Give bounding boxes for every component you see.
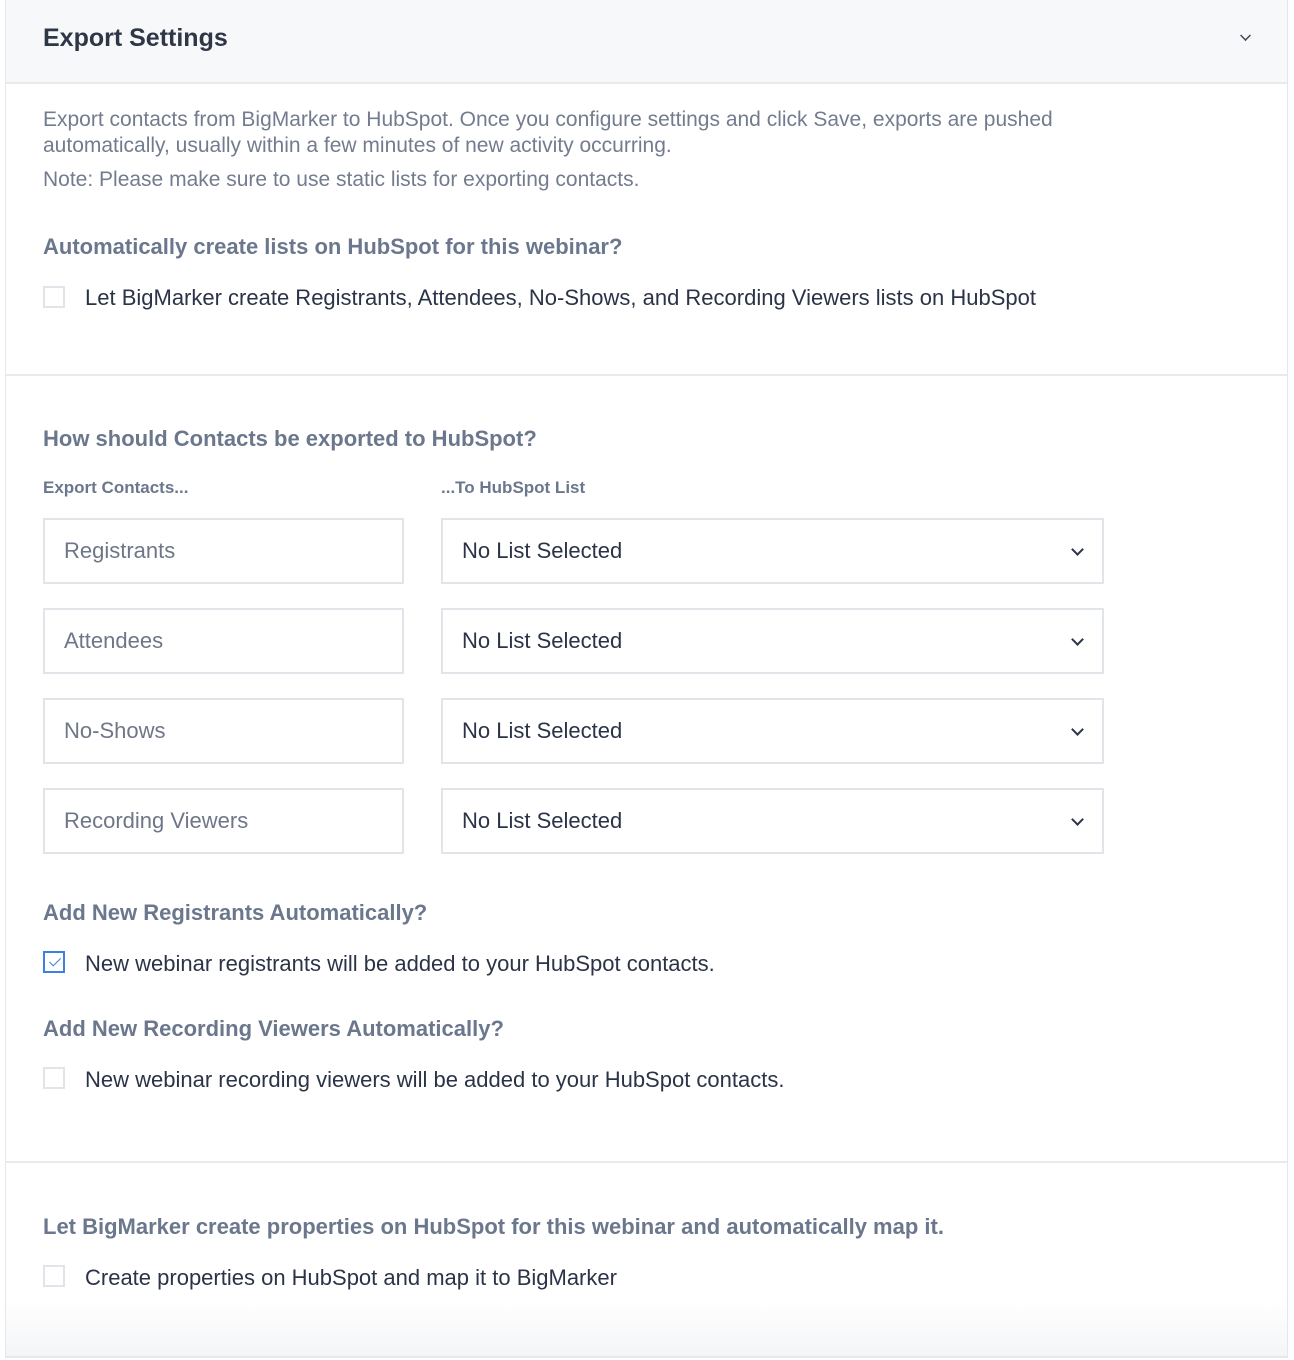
contact-field-no-shows[interactable]: No-Shows	[43, 698, 404, 764]
contact-field-registrants[interactable]: Registrants	[43, 518, 404, 584]
chevron-down-icon	[1071, 813, 1084, 826]
properties-label[interactable]: Create properties on HubSpot and map it to BigMarker	[85, 1265, 617, 1290]
intro-text	[43, 107, 1053, 159]
chevron-down-icon	[1071, 723, 1084, 736]
intro-line-1: Export contacts from BigMarker to HubSpot. Once you configure settings and click Save, exports are pushed	[43, 108, 1053, 131]
chevron-down-icon	[1071, 543, 1084, 556]
contact-field-attendees[interactable]: Attendees	[43, 608, 404, 674]
properties-heading: Let BigMarker create properties on HubSpot for this webinar and automatically map it.	[43, 1214, 944, 1239]
select-value: No List Selected	[462, 718, 623, 743]
auto-lists-heading: Automatically create lists on HubSpot for this webinar?	[43, 234, 623, 259]
select-value: No List Selected	[462, 628, 623, 653]
divider	[6, 374, 1287, 376]
col-export-contacts: Export Contacts...	[43, 478, 189, 497]
panel-title: Export Settings	[43, 24, 228, 52]
list-select-attendees[interactable]	[441, 608, 1104, 674]
add-registrants-checkbox[interactable]	[43, 951, 65, 973]
chevron-down-icon	[1071, 633, 1084, 646]
list-select-registrants[interactable]	[441, 518, 1104, 584]
add-registrants-label[interactable]: New webinar registrants will be added to your HubSpot contacts.	[85, 951, 715, 976]
list-select-recording-viewers[interactable]	[441, 788, 1104, 854]
chevron-down-icon[interactable]	[1240, 30, 1251, 41]
add-viewers-checkbox[interactable]	[43, 1067, 65, 1089]
list-select-no-shows[interactable]	[441, 698, 1104, 764]
select-value: No List Selected	[462, 808, 623, 833]
select-value: No List Selected	[462, 538, 623, 563]
auto-lists-label[interactable]: Let BigMarker create Registrants, Attendees, No-Shows, and Recording Viewers lists on HubSpot	[85, 285, 1036, 310]
add-viewers-label[interactable]: New webinar recording viewers will be added to your HubSpot contacts.	[85, 1067, 785, 1092]
panel-header[interactable]	[6, 0, 1287, 84]
intro-note: Note: Please make sure to use static lists for exporting contacts.	[43, 168, 640, 191]
col-hubspot-list: ...To HubSpot List	[441, 478, 586, 497]
export-heading: How should Contacts be exported to HubSpot?	[43, 426, 537, 451]
properties-checkbox[interactable]	[43, 1265, 65, 1287]
intro-line-2: automatically, usually within a few minutes of new activity occurring.	[43, 134, 672, 157]
auto-lists-checkbox[interactable]	[43, 286, 65, 308]
add-registrants-heading: Add New Registrants Automatically?	[43, 900, 428, 925]
contact-field-recording-viewers[interactable]: Recording Viewers	[43, 788, 404, 854]
export-settings-panel	[5, 0, 1288, 1358]
divider	[6, 1161, 1287, 1163]
add-viewers-heading: Add New Recording Viewers Automatically?	[43, 1016, 504, 1041]
